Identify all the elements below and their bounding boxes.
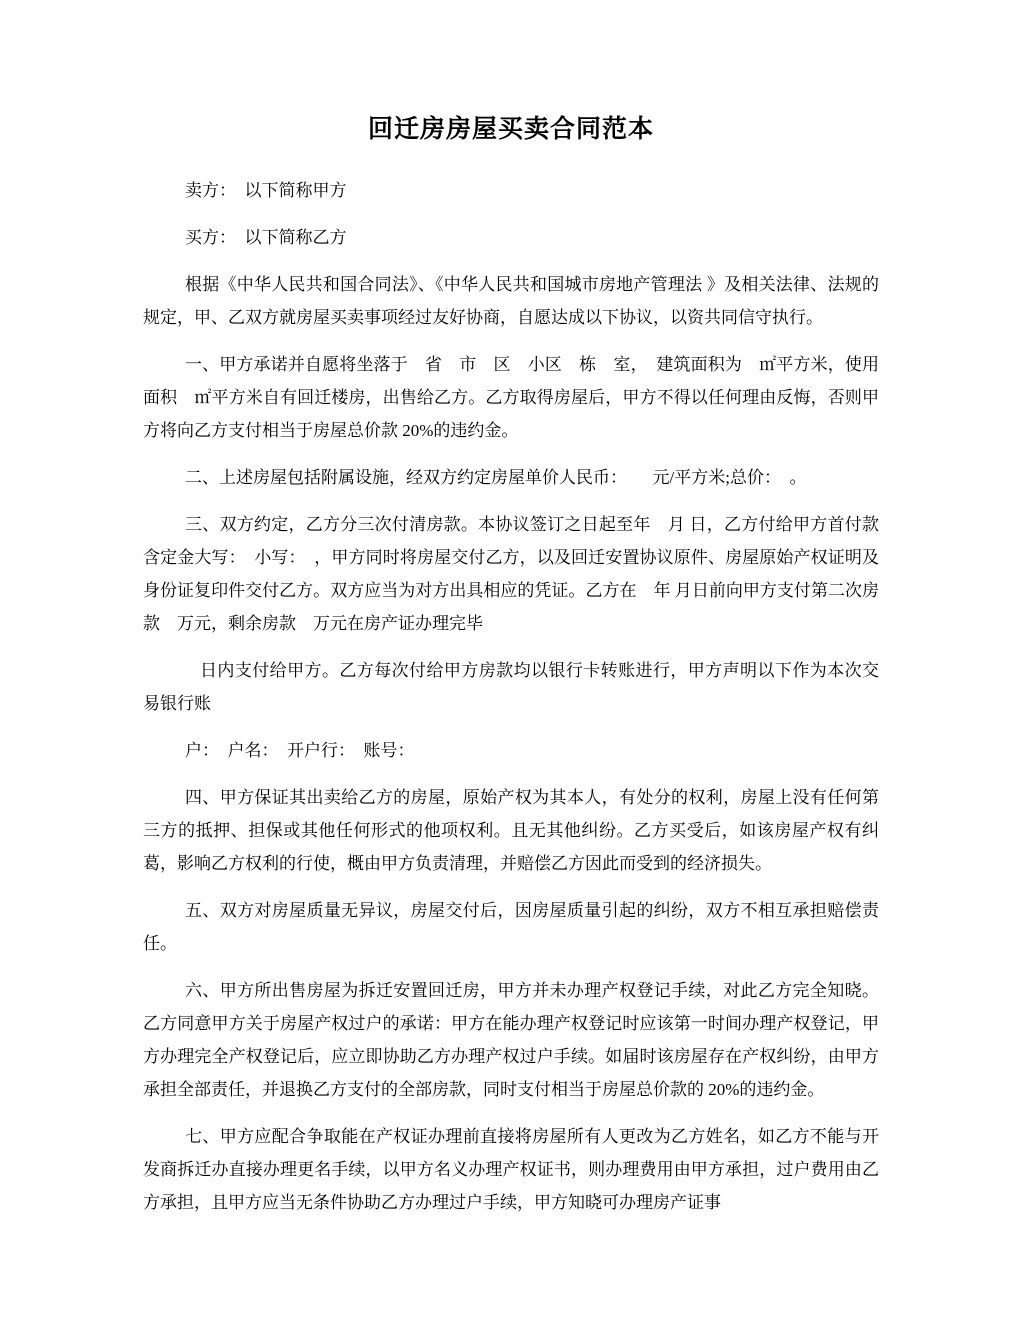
clause-6-paragraph: 六、甲方所出售房屋为拆迁安置回迁房，甲方并未办理产权登记手续，对此乙方完全知晓。乙方同意甲方关于房屋产权过户的承诺：甲方在能办理产权登记时应该第一时间办理产权登记，甲方办理完全产权登记后，应立即协助乙方办理产权过户手续。如届时该房屋存在产权纠纷，由甲方承担全部责任，并退换乙方支付的全部房款，同时支付相当于房屋总价款的 20%的违约金。 xyxy=(143,981,879,1099)
clause-1-paragraph: 一、甲方承诺并自愿将坐落于 省 市 区 小区 栋 室， 建筑面积为 ㎡平方米，使用面积 ㎡平方米自有回迁楼房，出售给乙方。乙方取得房屋后，甲方不得以任何理由反悔，否则甲方将向乙方支付相当于房屋总价款 20%的违约金。 xyxy=(143,355,879,440)
clause-3-paragraph: 三、双方约定，乙方分三次付清房款。本协议签订之日起至年 月 日，乙方付给甲方首付款含定金大写： 小写： ，甲方同时将房屋交付乙方，以及回迁安置协议原件、房屋原始产权证明及身份证复印件交付乙方。双方应当为对方出具相应的凭证。乙方在 年 月日前向甲方支付第二次房款 万元，剩余房款 万元在房产证办理完毕 xyxy=(143,515,879,633)
seller-line: 卖方： 以下简称甲方 xyxy=(185,181,347,200)
clause-2-paragraph: 二、上述房屋包括附属设施，经双方约定房屋单价人民币： 元/平方米;总价： 。 xyxy=(185,468,807,487)
legal-basis-paragraph: 根据《中华人民共和国合同法》、《中华人民共和国城市房地产管理法 》及相关法律、法规的规定，甲、乙双方就房屋买卖事项经过友好协商，自愿达成以下协议，以资共同信守执行。 xyxy=(143,275,879,327)
bank-account-line: 户： 户名： 开户行： 账号： xyxy=(185,741,415,760)
document-content xyxy=(143,112,879,1233)
document-title: 回迁房房屋买卖合同范本 xyxy=(367,116,654,143)
buyer-line: 买方： 以下简称乙方 xyxy=(185,228,347,247)
clause-7-paragraph: 七、甲方应配合争取能在产权证办理前直接将房屋所有人更改为乙方姓名，如乙方不能与开发商拆迁办直接办理更名手续，以甲方名义办理产权证书，则办理费用由甲方承担，过户费用由乙方承担，且甲方应当无条件协助乙方办理过户手续，甲方知晓可办理房产证事 xyxy=(143,1127,879,1212)
clause-3-continued-paragraph: 日内支付给甲方。乙方每次付给甲方房款均以银行卡转账进行，甲方声明以下作为本次交易银行账 xyxy=(143,661,879,713)
clause-5-paragraph: 五、双方对房屋质量无异议，房屋交付后，因房屋质量引起的纠纷，双方不相互承担赔偿责任。 xyxy=(143,901,879,953)
clause-4-paragraph: 四、甲方保证其出卖给乙方的房屋，原始产权为其本人，有处分的权利，房屋上没有任何第三方的抵押、担保或其他任何形式的他项权利。且无其他纠纷。乙方买受后，如该房屋产权有纠葛，影响乙方权利的行使，概由甲方负责清理，并赔偿乙方因此而受到的经济损失。 xyxy=(143,788,879,873)
